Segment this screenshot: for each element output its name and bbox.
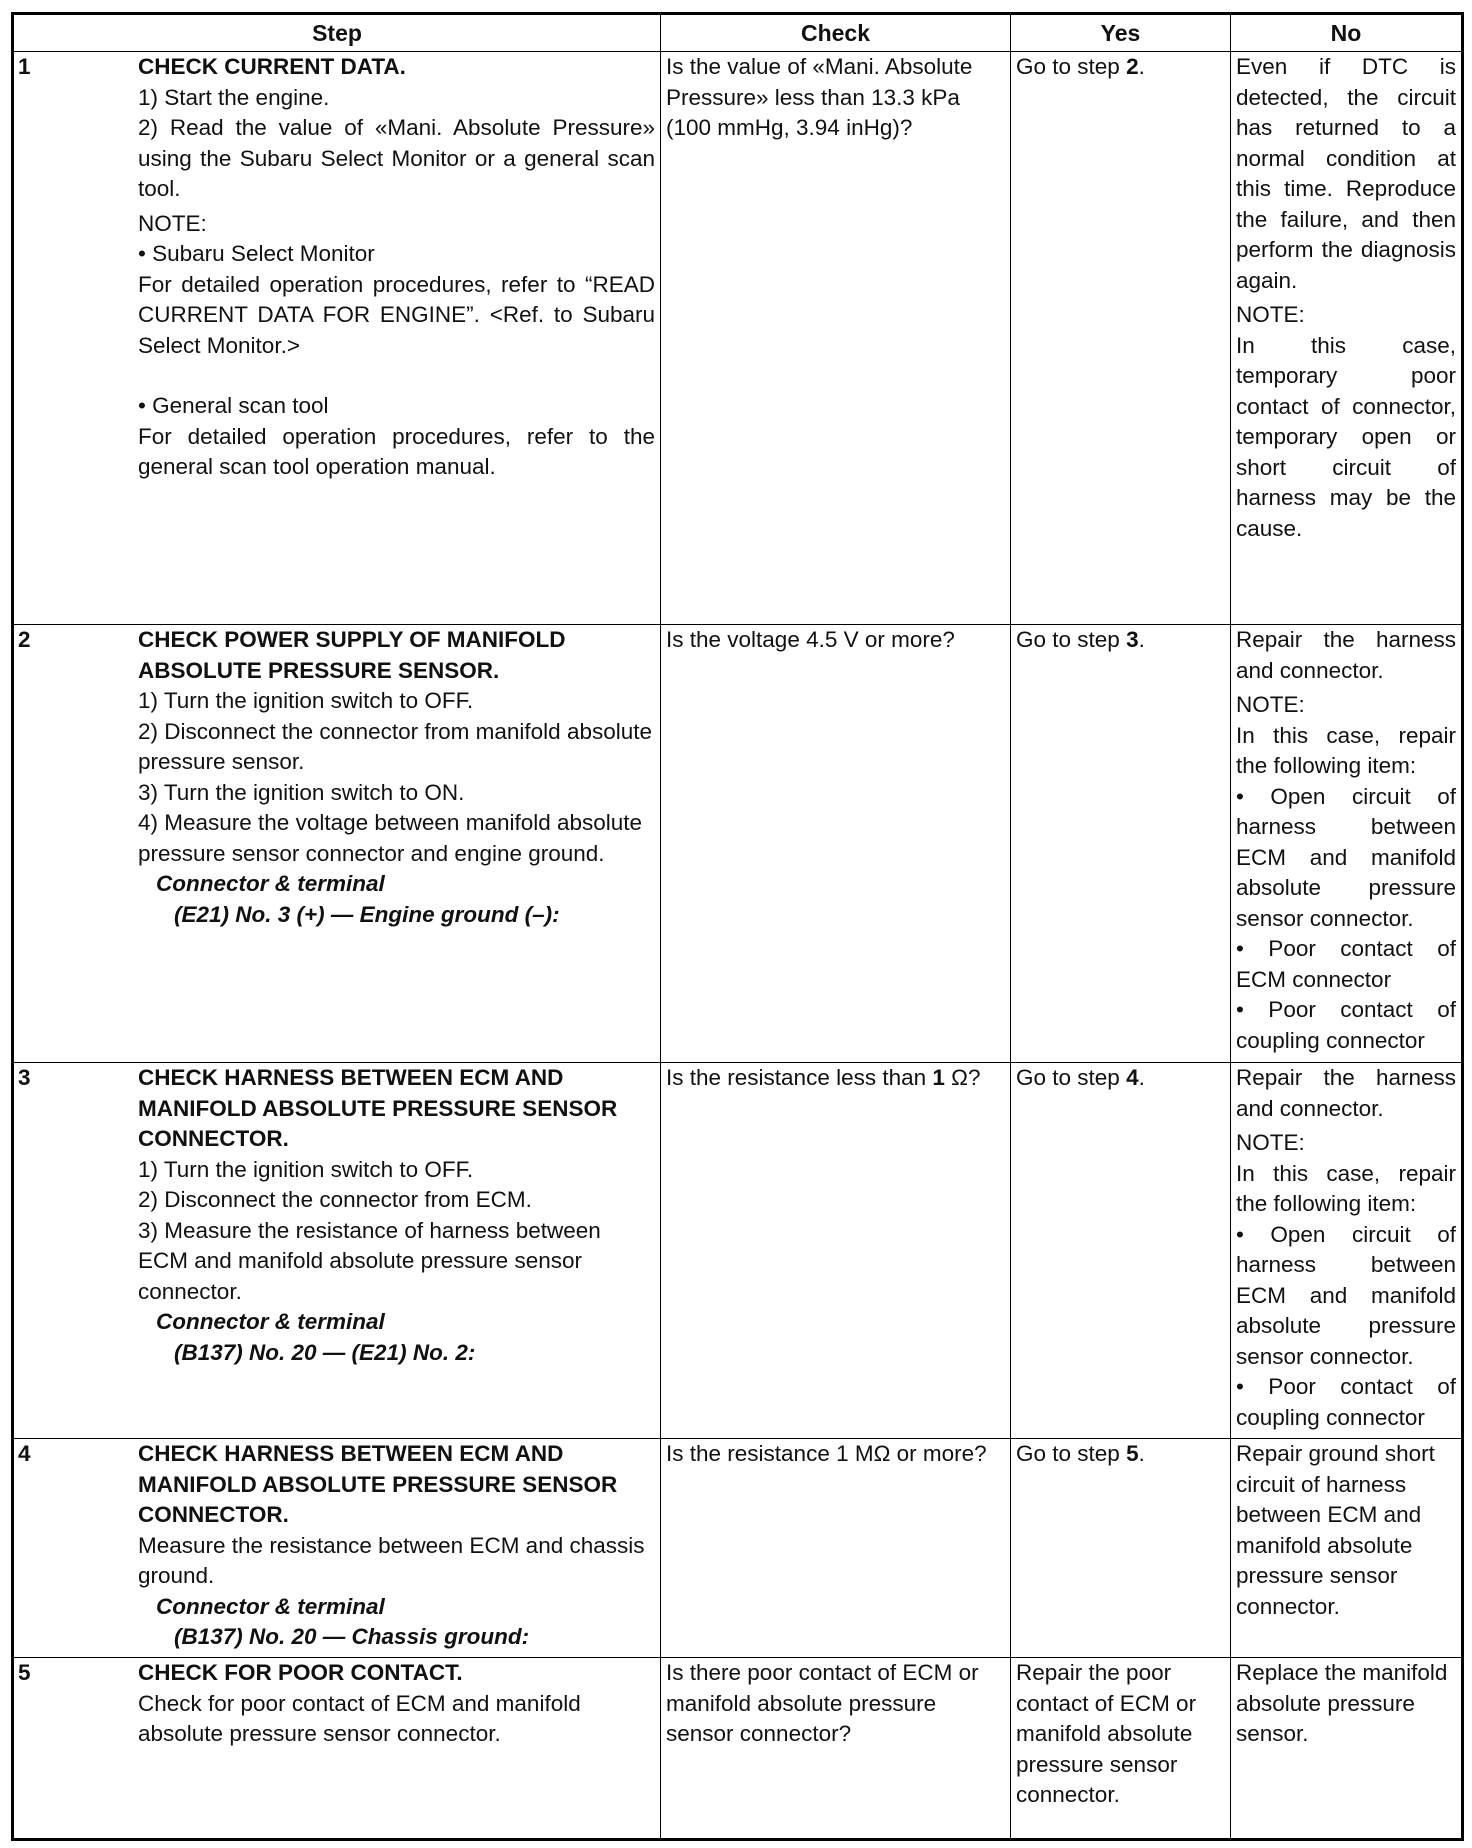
yes-step-link[interactable]: 2 <box>1126 54 1139 79</box>
no-cell <box>1231 1439 1463 1658</box>
step-instruction: Measure the resistance between ECM and chassis ground. <box>138 1532 645 1588</box>
step-cell <box>13 1063 661 1439</box>
yes-cell <box>1011 1439 1231 1658</box>
yes-suffix: . <box>1138 1065 1145 1090</box>
diagnostic-table-sheet <box>11 12 1461 1836</box>
note-bullet: • General scan tool <box>138 393 329 418</box>
table-row-step-2 <box>13 625 1463 1063</box>
no-text: Repair ground short circuit of harness between ECM and manifold absolute pressure sensor connector. <box>1236 1441 1435 1619</box>
no-bullet: • Poor contact of coupling connector <box>1236 1374 1456 1430</box>
step-number: 4 <box>18 1441 31 1466</box>
step-instruction: 4) Measure the voltage between manifold absolute pressure sensor connector and engine ground. <box>138 810 643 866</box>
step-instruction: 2) Disconnect the connector from ECM. <box>138 1187 532 1212</box>
no-bullet: • Poor contact of coupling connector <box>1236 997 1456 1053</box>
check-question: Is the resistance 1 MΩ or more? <box>666 1441 987 1466</box>
note-bullet: • Subaru Select Monitor <box>138 241 375 266</box>
yes-cell <box>1011 1063 1231 1439</box>
step-title: CHECK POWER SUPPLY OF MANIFOLD ABSOLUTE PRESSURE SENSOR. <box>138 627 566 683</box>
step-title: CHECK HARNESS BETWEEN ECM AND MANIFOLD ABSOLUTE PRESSURE SENSOR CONNECTOR. <box>138 1441 618 1527</box>
no-cell <box>1231 1658 1463 1840</box>
no-text: Even if DTC is detected, the circuit has returned to a normal condition at this time. Reproduce the failure, and then perform the diagnosis again. <box>1236 54 1456 293</box>
yes-suffix: . <box>1138 54 1145 79</box>
step-cell <box>13 52 661 625</box>
yes-text: Repair the poor contact of ECM or manifold absolute pressure sensor connector. <box>1016 1660 1197 1807</box>
step-cell <box>13 1439 661 1658</box>
no-bullet: • Open circuit of harness between ECM and manifold absolute pressure sensor connector. <box>1236 1221 1456 1369</box>
yes-prefix: Go to step <box>1016 1065 1127 1090</box>
check-cell <box>661 1658 1011 1840</box>
step-instruction: Check for poor contact of ECM and manifold absolute pressure sensor connector. <box>138 1690 581 1746</box>
no-bullet: • Poor contact of ECM connector <box>1236 936 1456 992</box>
yes-cell <box>1011 625 1231 1063</box>
note-label: NOTE: <box>1236 1130 1305 1155</box>
table-row-step-1 <box>13 52 1463 625</box>
connector-heading: Connector & terminal <box>156 1593 385 1619</box>
check-question-suffix: Ω? <box>944 1065 981 1090</box>
step-instruction: 1) Turn the ignition switch to OFF. <box>138 1156 474 1182</box>
yes-step-link[interactable]: 4 <box>1126 1065 1139 1090</box>
connector-heading: Connector & terminal <box>156 871 385 896</box>
yes-suffix: . <box>1138 627 1145 652</box>
no-text: Replace the manifold absolute pressure sensor. <box>1236 1660 1448 1746</box>
no-cell <box>1231 52 1463 625</box>
yes-prefix: Go to step <box>1016 1441 1127 1466</box>
yes-cell <box>1011 52 1231 625</box>
yes-step-link[interactable]: 5 <box>1126 1441 1139 1466</box>
check-question: Is there poor contact of ECM or manifold absolute pressure sensor connector? <box>666 1660 979 1746</box>
note-text: For detailed operation procedures, refer to “READ CURRENT DATA FOR ENGINE”. <Ref. to Subaru Select Monitor.> <box>138 271 655 358</box>
check-cell <box>661 1439 1011 1658</box>
step-instruction: 2) Read the value of «Mani. Absolute Pressure» using the Subaru Select Monitor or a general scan tool. <box>138 115 655 201</box>
table-row-step-3 <box>13 1063 1463 1439</box>
step-instruction: 3) Measure the resistance of harness between ECM and manifold absolute pressure sensor connector. <box>138 1217 601 1304</box>
step-number: 2 <box>18 627 31 652</box>
note-text: For detailed operation procedures, refer to the general scan tool operation manual. <box>138 423 655 479</box>
connector-terminal: (B137) No. 20 — Chassis ground: <box>174 1624 530 1649</box>
step-number: 1 <box>18 54 31 79</box>
step-instruction: 1) Start the engine. <box>138 84 330 110</box>
check-question: Is the value of «Mani. Absolute Pressure» less than 13.3 kPa (100 mmHg, 3.94 inHg)? <box>666 54 973 140</box>
step-number: 5 <box>18 1660 31 1685</box>
header-step: Step <box>13 14 661 52</box>
check-cell <box>661 1063 1011 1439</box>
connector-terminal: (E21) No. 3 (+) — Engine ground (–): <box>174 901 560 927</box>
no-text: Repair the harness and connector. <box>1236 627 1456 683</box>
step-title: CHECK CURRENT DATA. <box>138 54 406 79</box>
yes-prefix: Go to step <box>1016 54 1127 79</box>
note-label: NOTE: <box>1236 692 1305 717</box>
step-instruction: 2) Disconnect the connector from manifold absolute pressure sensor. <box>138 718 653 774</box>
no-bullet: • Open circuit of harness between ECM and manifold absolute pressure sensor connector. <box>1236 783 1456 931</box>
diagnostic-procedure-table <box>11 12 1464 1841</box>
table-row-step-5 <box>13 1658 1463 1840</box>
no-note-text: In this case, repair the following item: <box>1236 722 1456 778</box>
connector-heading: Connector & terminal <box>156 1309 385 1334</box>
check-question-prefix: Is the resistance less than <box>666 1065 933 1090</box>
no-note-text: In this case, repair the following item: <box>1236 1160 1456 1216</box>
no-text: Repair the harness and connector. <box>1236 1065 1456 1121</box>
step-cell <box>13 1658 661 1840</box>
step-title: CHECK HARNESS BETWEEN ECM AND MANIFOLD ABSOLUTE PRESSURE SENSOR CONNECTOR. <box>138 1065 618 1151</box>
step-number: 3 <box>18 1065 31 1090</box>
step-instruction: 1) Turn the ignition switch to OFF. <box>138 688 474 713</box>
check-question: Is the voltage 4.5 V or more? <box>666 627 955 652</box>
no-cell <box>1231 625 1463 1063</box>
step-cell <box>13 625 661 1063</box>
header-row <box>13 14 1463 52</box>
no-cell <box>1231 1063 1463 1439</box>
connector-terminal: (B137) No. 20 — (E21) No. 2: <box>174 1339 476 1365</box>
check-cell <box>661 625 1011 1063</box>
check-question-value: 1 <box>932 1065 945 1090</box>
no-note-text: In this case, temporary poor contact of connector, temporary open or short circuit of harness may be the cause. <box>1236 332 1456 541</box>
step-title: CHECK FOR POOR CONTACT. <box>138 1660 463 1685</box>
yes-cell <box>1011 1658 1231 1840</box>
check-cell <box>661 52 1011 625</box>
header-check: Check <box>661 14 1011 52</box>
yes-suffix: . <box>1138 1441 1145 1466</box>
spacer <box>138 361 655 391</box>
header-no: No <box>1231 14 1463 52</box>
yes-step-link[interactable]: 3 <box>1126 627 1139 652</box>
note-label: NOTE: <box>1236 302 1305 327</box>
yes-prefix: Go to step <box>1016 627 1127 652</box>
table-row-step-4 <box>13 1439 1463 1658</box>
step-instruction: 3) Turn the ignition switch to ON. <box>138 779 465 805</box>
note-label: NOTE: <box>138 210 207 236</box>
header-yes: Yes <box>1011 14 1231 52</box>
